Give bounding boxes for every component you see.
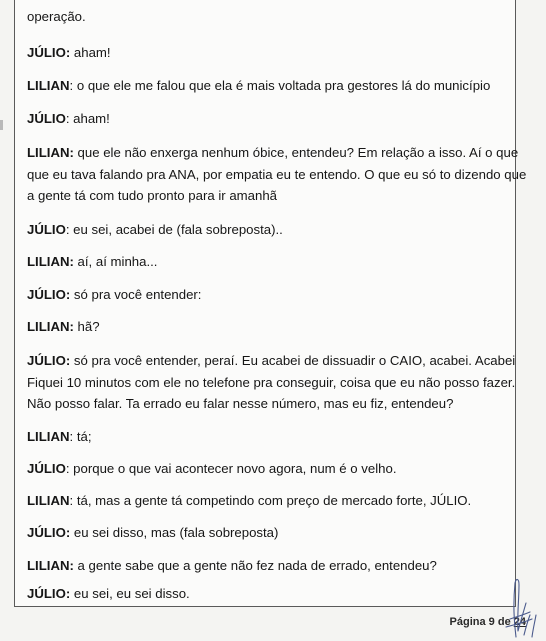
paragraph-line <box>27 142 519 164</box>
transcript-line <box>27 6 517 28</box>
utterance: eu sei, eu sei disso. <box>70 586 190 601</box>
utterance: hã? <box>73 319 100 334</box>
utterance: : tá; <box>69 429 92 444</box>
transcript-line <box>27 251 517 273</box>
paragraph-line: Fiquei 10 minutos com ele no telefone pra conseguir, coisa que eu não posso fazer. <box>27 374 516 390</box>
utterance: aham! <box>70 45 111 60</box>
current-page: 9 <box>488 616 495 628</box>
speaker: LILIAN <box>27 429 70 444</box>
speaker: JÚLIO: <box>27 525 71 540</box>
page-mid: de <box>494 616 514 628</box>
speaker: LILIAN <box>27 493 70 508</box>
utterance: : aham! <box>65 111 110 126</box>
utterance: operação. <box>27 9 86 24</box>
transcript-line <box>27 426 517 448</box>
speaker: JÚLIO <box>27 111 66 126</box>
utterance: : tá, mas a gente tá competindo com preço de mercado forte, JÚLIO. <box>69 493 472 508</box>
transcript-line <box>27 42 517 64</box>
paragraph-line: Não posso falar. Ta errado eu falar nesse número, mas eu fiz, entendeu? <box>27 396 454 411</box>
transcript-paragraph <box>27 142 527 207</box>
transcript-line <box>27 458 517 480</box>
speaker: LILIAN: <box>27 319 74 334</box>
speaker: LILIAN: <box>27 145 74 160</box>
transcript-line <box>27 555 517 577</box>
transcript-line <box>27 75 517 97</box>
transcript-line <box>27 108 517 130</box>
utterance: : eu sei, acabei de (fala sobreposta).. <box>65 222 283 237</box>
paragraph-line: que eu tava falando pra ANA, por empatia eu te entendo. O que eu só to dizendo que <box>27 166 527 182</box>
speaker: LILIAN <box>27 78 70 93</box>
speaker: JÚLIO: <box>27 586 71 601</box>
transcript-line <box>27 316 517 338</box>
utterance: a gente sabe que a gente não fez nada de errado, entendeu? <box>73 558 437 573</box>
handwritten-signature <box>496 575 544 639</box>
paragraph-line <box>27 350 515 372</box>
transcript-line <box>27 522 517 544</box>
utterance: eu sei disso, mas (fala sobreposta) <box>70 525 279 540</box>
speaker: JÚLIO: <box>27 287 71 302</box>
utterance: que ele não enxerga nenhum óbice, entendeu? Em relação a isso. Aí o que <box>73 145 519 160</box>
page-prefix: Página <box>449 616 489 628</box>
speaker: LILIAN: <box>27 254 74 269</box>
speaker: JÚLIO <box>27 461 66 476</box>
paragraph-line: a gente tá com tudo pronto para ir amanhã <box>27 188 277 203</box>
transcript-line <box>27 219 517 241</box>
transcript-paragraph <box>27 350 515 415</box>
speaker: JÚLIO <box>27 222 66 237</box>
transcript-line <box>27 284 517 306</box>
utterance: : porque o que vai acontecer novo agora, num é o velho. <box>65 461 397 476</box>
speaker: JÚLIO: <box>27 353 71 368</box>
utterance: só pra você entender, peraí. Eu acabei de dissuadir o CAIO, acabei. Acabei <box>70 353 516 368</box>
utterance: : o que ele me falou que ela é mais voltada pra gestores lá do município <box>69 78 491 93</box>
utterance: aí, aí minha... <box>73 254 158 269</box>
total-pages: 24 <box>513 616 526 628</box>
speaker: JÚLIO: <box>27 45 71 60</box>
utterance: só pra você entender: <box>70 287 202 302</box>
transcript-line <box>27 490 517 512</box>
transcript-line <box>27 583 517 605</box>
scan-mark <box>0 120 3 130</box>
speaker: LILIAN: <box>27 558 74 573</box>
